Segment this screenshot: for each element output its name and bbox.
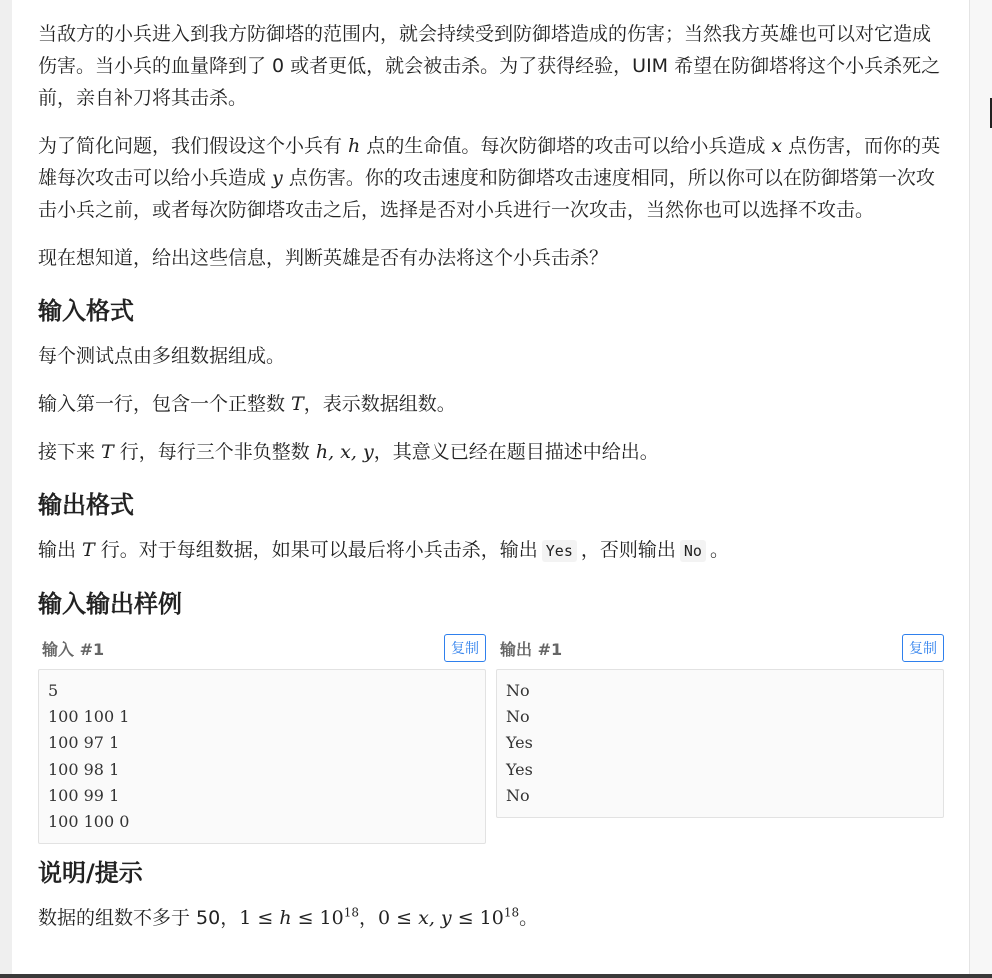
sample-input-header bbox=[38, 633, 486, 663]
samples-area bbox=[38, 633, 944, 844]
text-fragment: 为了简化问题，我们假设这个小兵有 bbox=[38, 135, 349, 157]
text-fragment: 。 bbox=[709, 539, 729, 561]
sample-line: No bbox=[506, 681, 530, 700]
hint-line bbox=[38, 902, 944, 934]
sample-output-box[interactable] bbox=[496, 669, 944, 818]
exponent: 18 bbox=[503, 905, 520, 920]
constraint-h-upper: ≤ 10 bbox=[291, 907, 344, 930]
sample-output-label: 输出 #1 bbox=[500, 639, 563, 659]
output-format-heading: 输出格式 bbox=[38, 491, 134, 519]
math-T: T bbox=[291, 393, 304, 415]
sample-line: No bbox=[506, 785, 530, 805]
problem-card bbox=[12, 0, 970, 978]
hint-heading: 说明/提示 bbox=[38, 859, 143, 888]
code-no: No bbox=[680, 540, 706, 562]
sample-output-column bbox=[496, 633, 944, 844]
constraint-xy-upper: ≤ 10 bbox=[451, 907, 504, 930]
text-fragment: 接下来 bbox=[38, 441, 102, 463]
text-fragment: ，否则输出 bbox=[580, 539, 676, 561]
text-fragment: 数据的组数不多于 50， bbox=[38, 907, 240, 930]
input-format-line-2 bbox=[38, 388, 944, 420]
text-fragment: 。 bbox=[519, 907, 539, 930]
math-y: y bbox=[272, 167, 283, 189]
sample-line: 5 bbox=[48, 681, 59, 700]
math-T: T bbox=[101, 441, 114, 463]
copy-input-button[interactable]: 复制 bbox=[444, 634, 486, 662]
math-x: x bbox=[771, 135, 783, 157]
text-fragment: ， bbox=[359, 907, 379, 930]
sample-line: Yes bbox=[506, 759, 533, 779]
constraint-xy-lower: 0 ≤ bbox=[378, 907, 419, 930]
bottom-edge bbox=[0, 974, 992, 978]
output-format-line bbox=[38, 534, 944, 567]
constraint-h-lower: 1 ≤ bbox=[239, 907, 280, 930]
text-fragment: 点伤害。你的攻击速度和防御塔攻击速度相同，所以你可以在防御塔第一次攻击小兵之前，或者每次防御塔攻击之后，选择是否对小兵进行一次攻击，当然你也可以选择不攻击。 bbox=[38, 167, 935, 221]
sample-input-label: 输入 #1 bbox=[42, 639, 105, 659]
description-paragraph-3: 现在想知道，给出这些信息，判断英雄是否有办法将这个小兵击杀？ bbox=[38, 247, 609, 269]
description-paragraph-2 bbox=[38, 130, 944, 226]
sample-output-header bbox=[496, 633, 944, 663]
text-fragment: 行。对于每组数据，如果可以最后将小兵击杀，输出 bbox=[94, 539, 538, 561]
math-xy: x, y bbox=[418, 907, 452, 930]
text-fragment: 点的生命值。每次防御塔的攻击可以给小兵造成 bbox=[360, 135, 772, 157]
scrollbar[interactable] bbox=[969, 0, 992, 978]
sample-line: 100 100 0 bbox=[48, 812, 130, 832]
math-T: T bbox=[82, 539, 95, 561]
text-fragment: 点伤害，而你的英雄每次攻击可以给小兵造成 bbox=[38, 135, 941, 189]
sample-input-box[interactable] bbox=[38, 669, 486, 844]
sample-line: 100 100 1 bbox=[48, 707, 130, 727]
input-format-line-3 bbox=[38, 436, 944, 468]
text-fragment: 输入第一行，包含一个正整数 bbox=[38, 393, 292, 415]
text-fragment: 行，每行三个非负整数 bbox=[113, 441, 316, 463]
sample-line: 100 98 1 bbox=[48, 759, 120, 779]
text-fragment: ，其意义已经在题目描述中给出。 bbox=[373, 441, 659, 463]
text-fragment: 输出 bbox=[38, 539, 83, 561]
sample-line: 100 99 1 bbox=[48, 785, 120, 805]
math-h: h bbox=[279, 907, 292, 930]
sample-input-column bbox=[38, 633, 486, 844]
description-paragraph-1: 当敌方的小兵进入到我方防御塔的范围内，就会持续受到防御塔造成的伤害；当然我方英雄也可以对它造成伤害。当小兵的血量降到了 0 或者更低，就会被击杀。为了获得经验，UIM 希望在防御塔将这个小兵杀死之前，亲自补刀将其击杀。 bbox=[38, 23, 941, 109]
copy-output-button[interactable]: 复制 bbox=[902, 634, 944, 662]
code-yes: Yes bbox=[542, 540, 577, 562]
sample-line: Yes bbox=[506, 733, 533, 753]
sample-line: No bbox=[506, 707, 530, 727]
math-h: h bbox=[348, 135, 361, 157]
input-format-line-1: 每个测试点由多组数据组成。 bbox=[38, 345, 286, 367]
input-format-heading: 输入格式 bbox=[38, 297, 134, 325]
math-hxy: h, x, y bbox=[315, 441, 374, 463]
text-fragment: ，表示数据组数。 bbox=[303, 393, 456, 415]
sample-line: 100 97 1 bbox=[48, 733, 120, 753]
samples-heading: 输入输出样例 bbox=[38, 590, 182, 618]
exponent: 18 bbox=[343, 905, 360, 920]
